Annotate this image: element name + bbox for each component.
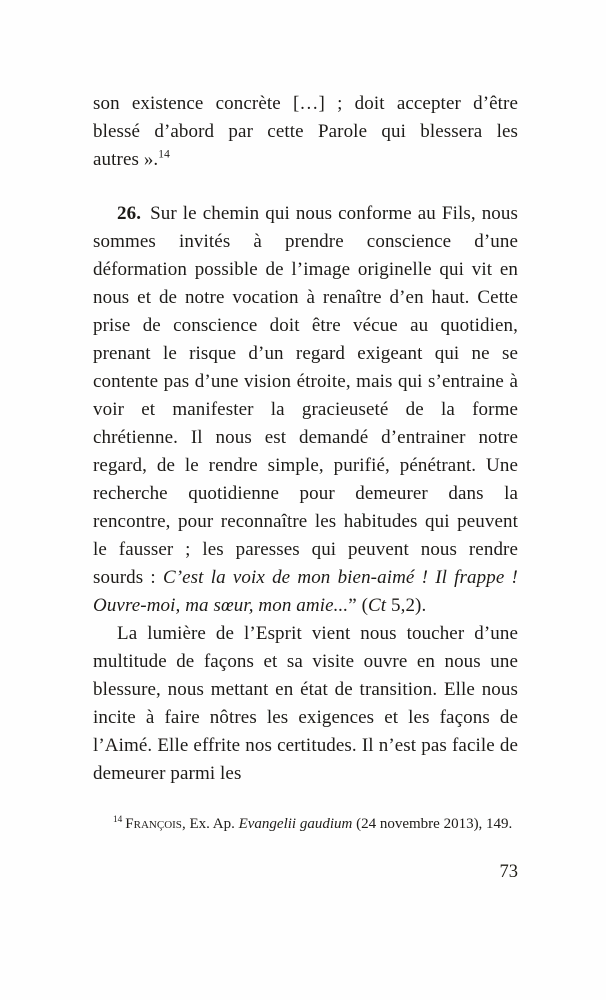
paragraph-lumiere: [93, 620, 518, 788]
footnote-text: [93, 813, 518, 836]
footnote-end: (24 novembre 2013), 149.: [352, 816, 513, 832]
paragraph-section-26: [93, 200, 518, 620]
paragraph-continuation: [93, 90, 518, 174]
paragraph-text: Sur le chemin qui nous conforme au Fils, nous sommes invités à prendre conscience d’une déformation possible de l’image originelle qui vit en nous et de notre vocation à renaître d’en haut. Cette prise de conscience doit être vécue au quotidien, prenant le risque d’un regard exigeant qui ne se contente pas d’une vision étroite, mais qui s’entraine à voir et manifester la gracieuseté de la forme chrétienne. Il nous est demandé d’entrainer notre regard, de le rendre simple, purifié, pénétrant. Une recherche quotidienne pour demeurer dans la rencontre, pour reconnaître les habitudes qui peuvent le fausser ; les paresses qui peuvent nous rendre sourds :: [93, 203, 518, 588]
paragraph-text: son existence concrète […] ; doit accepter d’être blessé d’abord par cette Parole qui blessera les autres ».: [93, 93, 518, 170]
footnote-work-title: Evangelii gaudium: [238, 816, 353, 832]
footnote-marker: 14: [113, 815, 123, 825]
scripture-book-abbrev: Ct: [368, 595, 387, 616]
scripture-verse: 5,2).: [386, 595, 427, 616]
section-number: 26.: [117, 203, 142, 224]
footnote-reference: 14: [158, 148, 170, 161]
paragraph-text: La lumière de l’Esprit vient nous toucher d’une multitude de façons et sa visite ouvre en nous une blessure, nous mettant en état de transition. Elle nous incite à faire nôtres les exigences et les façons de l’Aimé. Elle effrite nos certitudes. Il n’est pas facile de demeurer parmi les: [93, 623, 518, 784]
scripture-quote: C’est la voix de mon bien-aimé ! Il frappe ! Ouvre-moi, ma sœur, mon amie...: [93, 567, 518, 616]
text-column: [93, 90, 518, 883]
footnote-block: [93, 813, 518, 836]
footnote-author: François: [125, 816, 182, 832]
page-number: 73: [499, 862, 518, 882]
footnote-mid: , Ex. Ap.: [181, 816, 239, 832]
quote-close: ” (: [348, 595, 368, 616]
